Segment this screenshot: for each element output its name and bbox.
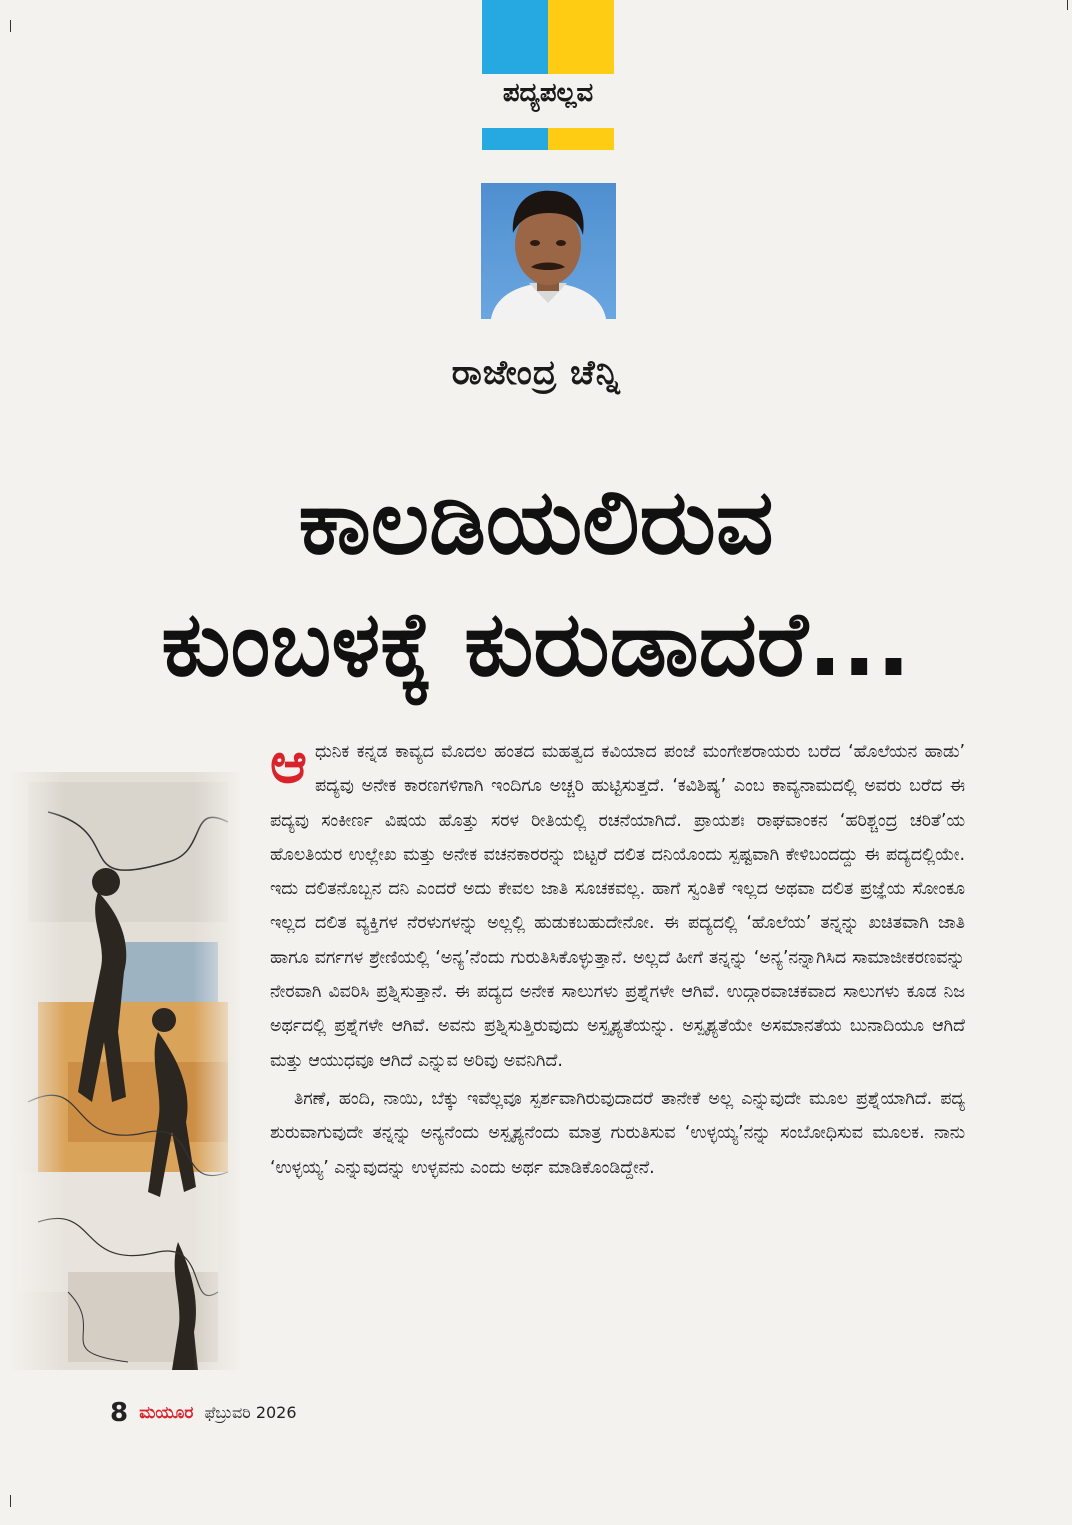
crop-mark: [10, 1495, 11, 1507]
article-paragraph: [270, 731, 965, 1078]
crop-mark: [1067, 0, 1068, 10]
article-paragraph: ತಿಗಣೆ, ಹಂದಿ, ನಾಯಿ, ಬೆಕ್ಕು ಇವೆಲ್ಲವೂ ಸ್ಪರ್ಶವಾಗಿರುವುದಾದರೆ ತಾನೇಕೆ ಅಲ್ಲ ಎನ್ನುವುದೇ ಮೂಲ ಪ್ರಶ್ನೆಯಾಗಿದೆ. ಪದ್ಯ ಶುರುವಾಗುವುದೇ ತನ್ನನ್ನು ಅನ್ಯನೆಂದು ಅಸ್ಪೃಶ್ಯನೆಂದು ಮಾತ್ರ ಗುರುತಿಸುವ ‘ಉಳ್ಳಯ್ಯ’ನನ್ನು ಸಂಬೋಧಿಸುವ ಮೂಲಕ. ನಾನು ‘ಉಳ್ಳಯ್ಯ’ ಎನ್ನುವುದನ್ನು ಉಳ್ಳವನು ಎಂದು ಅರ್ಥ ಮಾಡಿಕೊಂಡಿದ್ದೇನೆ.: [270, 1088, 965, 1178]
magazine-name: ಮಯೂರ: [139, 1403, 194, 1423]
section-title: ಪದ್ಯಪಲ್ಲವ: [502, 78, 594, 108]
crop-mark: [10, 20, 11, 32]
section-logo: [482, 0, 614, 150]
abstract-figures-illustration: [8, 772, 240, 1370]
headline-line-1: ಕಾಲಡಿಯಲಿರುವ: [298, 470, 774, 575]
issue-date: ಫೆಬ್ರುವರಿ 2026: [204, 1403, 297, 1422]
headline: [0, 462, 1072, 706]
author-photo: [481, 183, 616, 319]
drop-cap: ಆ: [270, 731, 307, 796]
page-number: 8: [110, 1398, 129, 1428]
author-portrait-image: [481, 183, 616, 319]
article-body: [270, 731, 965, 1185]
paragraph-text: ಧುನಿಕ ಕನ್ನಡ ಕಾವ್ಯದ ಮೊದಲ ಹಂತದ ಮಹತ್ವದ ಕವಿಯಾದ ಪಂಜೆ ಮಂಗೇಶರಾಯರು ಬರೆದ ‘ಹೊಲೆಯನ ಹಾಡು’ ಪದ್ಯವು ಅನೇಕ ಕಾರಣಗಳಿಗಾಗಿ ಇಂದಿಗೂ ಅಚ್ಚರಿ ಹುಟ್ಟಿಸುತ್ತದೆ. ‘ಕವಿಶಿಷ್ಯ’ ಎಂಬ ಕಾವ್ಯನಾಮದಲ್ಲಿ ಅವರು ಬರೆದ ಈ ಪದ್ಯವು ಸಂಕೀರ್ಣ ವಿಷಯ ಹೊತ್ತು ಸರಳ ರೀತಿಯಲ್ಲಿ ರಚನೆಯಾಗಿದೆ. ಪ್ರಾಯಶಃ ರಾಘವಾಂಕನ ‘ಹರಿಶ್ಚಂದ್ರ ಚರಿತೆ’ಯ ಹೊಲತಿಯರ ಉಲ್ಲೇಖ ಮತ್ತು ಅನೇಕ ವಚನಕಾರರನ್ನು ಬಿಟ್ಟರೆ ದಲಿತ ದನಿಯೊಂದು ಸ್ಪಷ್ಟವಾಗಿ ಕೇಳಿಬಂದದ್ದು ಈ ಪದ್ಯದಲ್ಲಿಯೇ. ಇದು ದಲಿತನೊಬ್ಬನ ದನಿ ಎಂದರೆ ಅದು ಕೇವಲ ಜಾತಿ ಸೂಚಕವಲ್ಲ. ಹಾಗೆ ಸ್ವಂತಿಕೆ ಇಲ್ಲದ ಅಥವಾ ದಲಿತ ಪ್ರಜ್ಞೆಯ ಸೋಂಕೂ ಇಲ್ಲದ ದಲಿತ ವ್ಯಕ್ತಿಗಳ ನೆರಳುಗಳನ್ನು ಅಲ್ಲಲ್ಲಿ ಹುಡುಕಬಹುದೇನೋ. ಈ ಪದ್ಯದಲ್ಲಿ ‘ಹೊಲೆಯ’ ತನ್ನನ್ನು ಖಚಿತವಾಗಿ ಜಾತಿ ಹಾಗೂ ವರ್ಗಗಳ ಶ್ರೇಣಿಯಲ್ಲಿ ‘ಅನ್ಯ’ನೆಂದು ಗುರುತಿಸಿಕೊಳ್ಳುತ್ತಾನೆ. ಅಲ್ಲದೆ ಹೀಗೆ ತನ್ನನ್ನು ‘ಅನ್ಯ’ನನ್ನಾಗಿಸಿದ ಸಾಮಾಜೀಕರಣವನ್ನು ನೇರವಾಗಿ ವಿವರಿಸಿ ಪ್ರಶ್ನಿಸುತ್ತಾನೆ. ಈ ಪದ್ಯದ ಅನೇಕ ಸಾಲುಗಳು ಪ್ರಶ್ನೆಗಳೇ ಆಗಿವೆ. ಉದ್ಗಾರವಾಚಕವಾದ ಸಾಲುಗಳು ಕೂಡ ನಿಜ ಅರ್ಥದಲ್ಲಿ ಪ್ರಶ್ನೆಗಳೇ ಆಗಿವೆ. ಅವನು ಪ್ರಶ್ನಿಸುತ್ತಿರುವುದು ಅಸ್ಪೃಶ್ಯತೆಯನ್ನು. ಅಸ್ಪೃಶ್ಯತೆಯೇ ಅಸಮಾನತೆಯ ಬುನಾದಿಯೂ ಆಗಿದೆ ಮತ್ತು ಆಯುಧವೂ ಆಗಿದೆ ಎನ್ನುವ ಅರಿವು ಅವನಿಗಿದೆ.: [270, 742, 965, 1071]
illustration-artwork: [8, 772, 240, 1370]
page-footer: [110, 1398, 297, 1428]
author-name: ರಾಜೇಂದ್ರ ಚೆನ್ನಿ: [451, 353, 621, 393]
headline-line-2: ಕುಂಬಳಕ್ಕೆ ಕುರುಡಾದರೆ...: [161, 592, 911, 697]
